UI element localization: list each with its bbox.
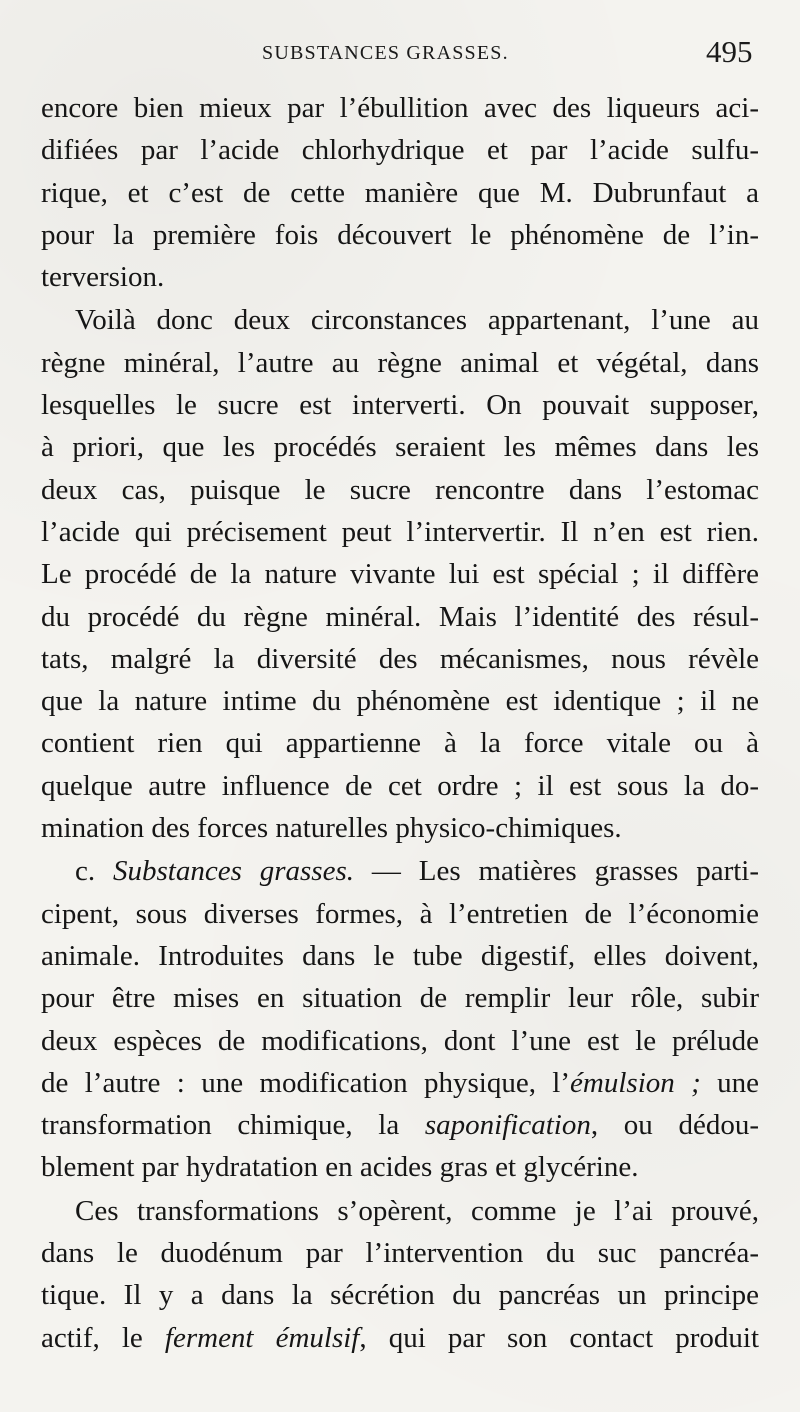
text-line-with-italic: [41, 1317, 759, 1359]
section-prefix: c.: [75, 855, 113, 888]
text-line: deux espèces de modifications, dont l’une est le prélude: [41, 1024, 759, 1057]
italic-term-emulsion: émulsion ;: [570, 1066, 701, 1099]
text-line: blement par hydratation en acides gras et glycérine.: [41, 1151, 639, 1184]
text-line: pour être mises en situation de remplir leur rôle, subir: [41, 982, 759, 1015]
paragraph-3: [41, 850, 759, 1188]
text-line: difiées par l’acide chlorhydrique et par l’acide sulfu-: [41, 134, 759, 167]
running-head: [0, 26, 800, 76]
text-line: mination des forces naturelles physico-chimiques.: [41, 812, 622, 845]
text-line: à priori, que les procédés seraient les mêmes dans les: [41, 431, 759, 464]
text-line: quelque autre influence de cet ordre ; il est sous la do-: [41, 769, 759, 802]
text-line: pour la première fois découvert le phénomène de l’in-: [41, 218, 759, 251]
running-title: SUBSTANCES GRASSES.: [262, 42, 509, 64]
text-line: l’acide qui précisement peut l’intervertir. Il n’en est rien.: [41, 515, 759, 548]
text-line: Ces transformations s’opèrent, comme je l’ai prouvé,: [75, 1194, 759, 1227]
text-line: Voilà donc deux circonstances appartenant, l’une au: [75, 304, 759, 337]
page-number: 495: [706, 34, 753, 69]
line-text-before: transformation chimique, la: [41, 1109, 425, 1142]
italic-term-ferment: ferment émulsif: [164, 1321, 360, 1354]
text-line-with-italic: [41, 1104, 759, 1146]
line-text-before: actif, le: [41, 1321, 165, 1354]
text-line: deux cas, puisque le sucre rencontre dans l’estomac: [41, 473, 759, 506]
section-heading: Substances grasses.: [113, 855, 355, 888]
line-text-before: de l’autre : une modification physique, l’: [41, 1066, 571, 1099]
line-text-after: , ou dédou-: [590, 1109, 759, 1142]
text-line: règne minéral, l’autre au règne animal et végétal, dans: [41, 346, 759, 379]
section-heading-continuation: — Les matières grasses parti-: [354, 855, 760, 888]
paragraph-4: [41, 1190, 759, 1359]
text-line: cipent, sous diverses formes, à l’entretien de l’économie: [41, 897, 759, 930]
text-line: lesquelles le sucre est interverti. On pouvait supposer,: [41, 389, 759, 422]
text-line-with-italic: [41, 1062, 759, 1104]
text-line: tique. Il y a dans la sécrétion du pancréas un principe: [41, 1279, 759, 1312]
text-line: Le procédé de la nature vivante lui est spécial ; il diffère: [41, 558, 759, 591]
text-line: contient rien qui appartienne à la force vitale ou à: [41, 727, 759, 760]
text-line: terversion.: [41, 261, 165, 294]
text-line: animale. Introduites dans le tube digestif, elles doivent,: [41, 939, 759, 972]
text-line: rique, et c’est de cette manière que M. Dubrunfaut a: [41, 176, 759, 209]
paragraph-2: [41, 299, 759, 849]
text-line: encore bien mieux par l’ébullition avec des liqueurs aci-: [41, 92, 759, 124]
text-line: tats, malgré la diversité des mécanismes, nous révèle: [41, 642, 759, 675]
text-line: du procédé du règne minéral. Mais l’identité des résul-: [41, 600, 759, 633]
line-text-after: , qui par son contact produit: [359, 1321, 760, 1354]
italic-term-saponification: saponification: [424, 1109, 591, 1142]
page-text: [41, 87, 759, 1359]
paragraph-1: [41, 87, 759, 298]
section-heading-line: [41, 850, 759, 892]
text-line: dans le duodénum par l’intervention du suc pancréa-: [41, 1237, 759, 1270]
text-line: que la nature intime du phénomène est identique ; il ne: [41, 685, 759, 718]
line-text-after: une: [700, 1066, 760, 1099]
